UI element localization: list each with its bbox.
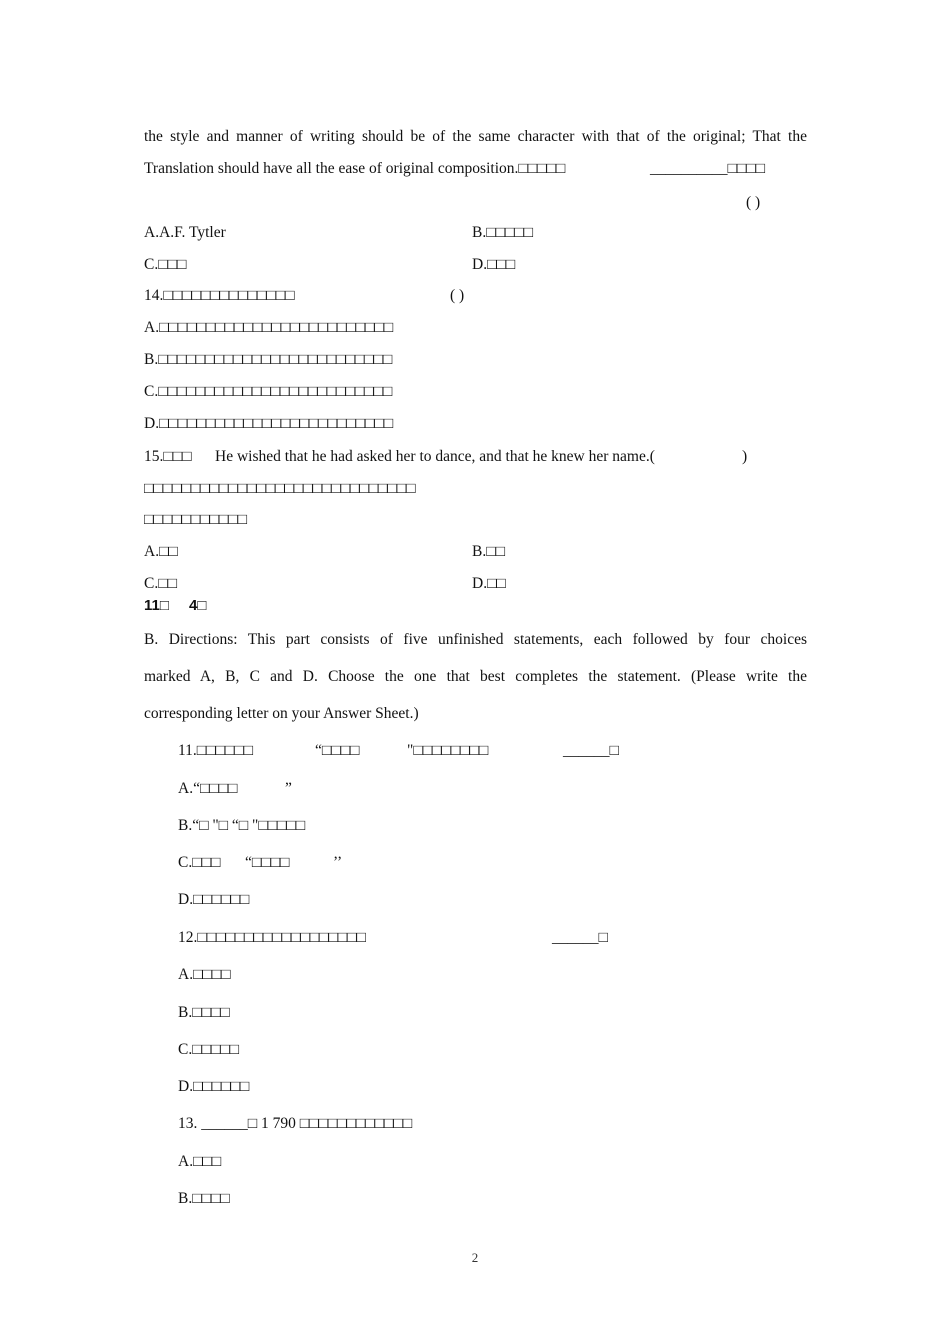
option-d: D.□□□□□□ [178, 1078, 250, 1095]
directions-line: marked A, B, C and D. Choose the one that best completes the statement. (Please write the [144, 668, 807, 685]
option-d: D.□□ [472, 575, 506, 592]
option-c: C.□□□ [144, 256, 187, 273]
question-11: “□□□□ [315, 742, 360, 759]
question-13: 13. ______□ 1 790 □□□□□□□□□□□□ [178, 1115, 413, 1132]
directions-line: corresponding letter on your Answer Sheet.) [144, 705, 419, 722]
option-c: C.□□□ [178, 854, 221, 871]
option-d: D.□□□□□□ [178, 891, 250, 908]
section-heading: 11□ [144, 597, 169, 614]
option-b: B.□□□□ [178, 1190, 230, 1207]
option-c: C.□□□□□ [178, 1041, 240, 1058]
option-d: D.□□□ [472, 256, 516, 273]
option-a: A.□□□□□□□□□□□□□□□□□□□□□□□□□ [144, 319, 394, 336]
option-b: B.□□□□□ [472, 224, 534, 241]
option-b: B.□□□□□□□□□□□□□□□□□□□□□□□□□ [144, 351, 393, 368]
paragraph-line: the style and manner of writing should be of the same character with that of the original; That the [144, 128, 807, 145]
paragraph-line: Translation should have all the ease of original composition.□□□□□ [144, 160, 566, 177]
answer-blank: __________□□□□ [650, 160, 765, 177]
answer-paren: ( ) [450, 287, 465, 304]
option-a: A.“□□□□ [178, 780, 238, 797]
question-15-text: He wished that he had asked her to dance, and that he knew her name.( [215, 448, 655, 465]
option-c: ’’ [333, 854, 343, 871]
option-a: ” [285, 780, 292, 797]
answer-blank: ______□ [563, 742, 619, 759]
section-heading: 4□ [189, 597, 207, 614]
option-a: A.A.F. Tytler [144, 224, 226, 241]
option-b: B.“□ "□ “□ "□□□□□ [178, 817, 306, 834]
option-b: B.□□ [472, 543, 505, 560]
question-15-label: 15.□□□ [144, 448, 192, 465]
option-b: B.□□□□ [178, 1004, 230, 1021]
question-11: 11.□□□□□□ [178, 742, 253, 759]
option-c: “□□□□ [245, 854, 290, 871]
paragraph-line: □□□□□□□□□□□□□□□□□□□□□□□□□□□□□ [144, 480, 416, 497]
question-14: 14.□□□□□□□□□□□□□□ [144, 287, 295, 304]
question-12: 12.□□□□□□□□□□□□□□□□□□ [178, 929, 366, 946]
option-a: A.□□□ [178, 1153, 222, 1170]
answer-blank: ______□ [552, 929, 608, 946]
option-a: A.□□□□ [178, 966, 231, 983]
option-c: C.□□ [144, 575, 177, 592]
option-d: D.□□□□□□□□□□□□□□□□□□□□□□□□□ [144, 415, 394, 432]
option-c: C.□□□□□□□□□□□□□□□□□□□□□□□□□ [144, 383, 393, 400]
directions-line: B. Directions: This part consists of five unfinished statements, each followed by four choices [144, 631, 807, 648]
answer-paren-close: ) [742, 448, 748, 465]
answer-paren: ( ) [746, 194, 761, 211]
question-11: "□□□□□□□□ [407, 742, 489, 759]
option-a: A.□□ [144, 543, 178, 560]
page-number: 2 [471, 1250, 479, 1265]
paragraph-line: □□□□□□□□□□□ [144, 511, 247, 528]
